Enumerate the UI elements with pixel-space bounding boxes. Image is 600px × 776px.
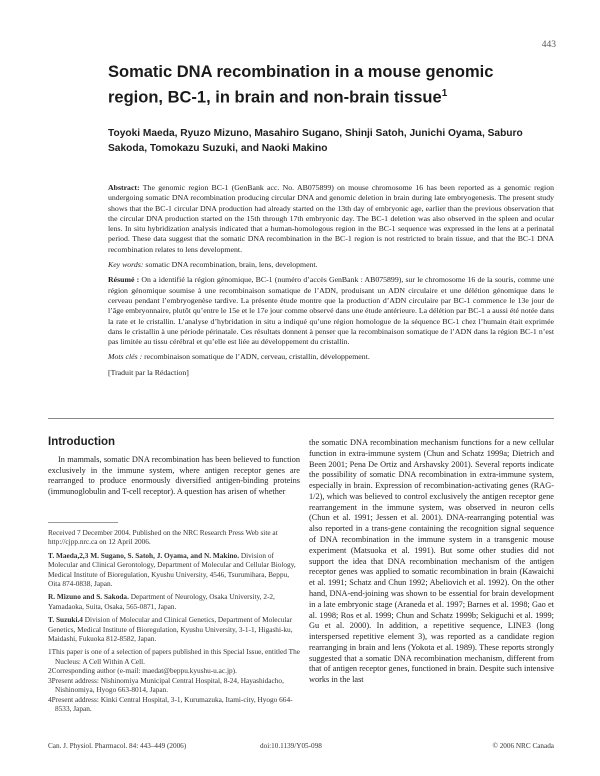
abstract-section: [108, 183, 554, 383]
received-note: Received 7 December 2004. Published on the NRC Research Press Web site at http://cjpp.nrc.ca on 12 April 2006.: [48, 528, 278, 547]
keywords-label: Key words:: [108, 260, 144, 270]
title-text: Somatic DNA recombination in a mouse genomic region, BC-1, in brain and non-brain tissue: [108, 63, 494, 107]
affiliation-2-text: Department of Neurology, Osaka University, 2-2, Yamadaoka, Suita, Osaka, 565-0871, Japan.: [48, 592, 275, 611]
abstract-paragraph: [108, 183, 554, 255]
intro-continuation: the somatic DNA recombination mechanism functions for a new cellular function in extra-immune system (Chun and Schatz 1999a; Dietrich and Been 2001; Pena De Ortiz and Arshavsky 2001). Several reports indicate the possibility of somatic DNA recombination in extra-immune system, especially in brain. Expression of recombination-activating genes (RAG-1/2), which was believed to control exclusively the antigen receptor gene rearrangement in the immune system, was observed in neuron cells (Chun et al. 1991; Jessen et al. 2001). DNA-rearranging potential was also reported in a trans-gene containing the recognition signal sequence of DNA recombination in the immune system in a transgenic mouse experiment (Matsuoka et al. 1991). But some other studies did not support the idea that DNA recombination mechanism of the antigen receptor genes was applied to somatic recombination in brain (Kawaichi et al. 1991; Schatz and Chun 1992; Abeliovich et al. 1992). On the other hand, DNA-end-joining was shown to be essential for brain development in a late embryonic stage (Araneda et al. 1997; Barnes et al. 1998; Gao et al. 1998; Ros et al. 1999; Chun and Schatz 1999b; Sekiguchi et al. 1999; Gu et al. 2000). In addition, a repetitive sequence, LINE3 (long interspersed repetitive element 3), was reported as a candidate region rearranging in brain and lens (Yokota et al. 1989). These reports strongly suggested that a somatic DNA recombination mechanism, different from that of antigen receptor genes, functioned in brain. Despite such intensive works in the last: [309, 438, 554, 685]
resume-label: Résumé :: [108, 275, 140, 285]
mots-cles-text: recombinaison somatique de l’ADN, cerveau, cristallin, développement.: [144, 352, 370, 362]
footnote-4: 4Present address: Kinki Central Hospital, 3-1, Kurumazuka, Itami-city, Hyogo 664-8533, Japan.: [48, 694, 293, 713]
footnotes-box: [48, 520, 300, 713]
doi-link[interactable]: doi:10.1139/Y05-098: [260, 742, 322, 750]
footnote-1: 1This paper is one of a selection of papers published in this Special Issue, entitled The Nucleus: A Cell Within A Cell.: [48, 647, 300, 666]
intro-left-column: [48, 455, 300, 498]
copyright-notice: © 2006 NRC Canada: [492, 742, 554, 750]
introduction-heading: Introduction: [48, 436, 116, 448]
journal-citation: Can. J. Physiol. Pharmacol. 84: 443–449 (2006): [48, 742, 187, 750]
intro-paragraph: In mammals, somatic DNA recombination has been believed to function exclusively in the immune system, where antigen receptor genes are rearranged to produce enormously diversified antigen-binding proteins (immunoglobulin and T-cell receptor). A question has arisen of whether: [48, 455, 300, 497]
title-footnote-mark[interactable]: 1: [441, 88, 448, 99]
affiliation-3-text: Division of Molecular and Clinical Genetics, Department of Molecular Genetics, Medical Institute of Bioregulation, Kyushu University, 3-1-1, Higashi-ku, Maidashi, Fukuoka 812-8582, Japan.: [48, 615, 293, 644]
affiliation-2: [48, 592, 300, 611]
abstract-text: The genomic region BC-1 (GenBank acc. No. AB075899) on mouse chromosome 16 has been reported as a genomic region undergoing somatic DNA recombination producing circular DNA and genomic deletion in brain during late embryogenesis. The present study shows that the BC-1 circular DNA production had already started on the 13th day of embryonic age, earlier than the previous observation that the circular DNA production started on the 15th through 17th embryonic day. The BC-1 deletion was also observed in the spleen and ocular lens. In situ hybridization analysis indicated that a human-homologous region in the BC-1 sequence was expressed in the lens at a perinatal period. These data suggest that the somatic DNA recombination in the BC-1 region is not restricted to brain tissue, and that the BC-1 DNA recombination relates to lens development.: [108, 183, 554, 254]
affiliation-3: [48, 615, 300, 643]
section-divider: [48, 418, 554, 419]
affiliation-1-names: T. Maeda,2,3 M. Sugano, S. Satoh, J. Oyama, and N. Makino.: [48, 550, 240, 560]
footnote-rule: [48, 522, 118, 523]
page-number: 443: [541, 40, 556, 50]
mots-cles-label: Mots clés :: [108, 352, 143, 362]
footnote-3: 3Present address: Nishinomiya Municipal Central Hospital, 8-24, Hayashidacho, Nishinomiya, Hyogo 663-8014, Japan.: [48, 675, 284, 695]
affiliation-2-names: R. Mizuno and S. Sakoda.: [48, 592, 129, 602]
abstract-label: Abstract:: [108, 183, 140, 192]
affiliation-3-names: T. Suzuki.4: [48, 615, 83, 625]
keywords-paragraph: [108, 260, 554, 270]
translation-note: [Traduit par la Rédaction]: [108, 367, 189, 377]
affiliation-1: [48, 551, 300, 589]
author-list: Toyoki Maeda, Ryuzo Mizuno, Masahiro Sugano, Shinji Satoh, Junichi Oyama, Saburo Sakoda, Tomokazu Suzuki, and Naoki Makino: [108, 128, 523, 154]
article-title: [108, 62, 548, 109]
intro-right-column: [309, 438, 554, 686]
affiliation-1-text: Division of Molecular and Clinical Gerontology, Department of Molecular and Cellular Biology, Medical Institute of Bioregulation, Kyushu University, 4546, Tsurumihara, Beppu, Oita 874-0838, Japan.: [48, 550, 296, 589]
resume-paragraph: [108, 275, 554, 347]
mots-cles-paragraph: [108, 352, 554, 362]
keywords-text: somatic DNA recombination, brain, lens, development.: [145, 260, 318, 270]
footnote-2: 2Corresponding author (e-mail: maedat@beppu.kyushu-u.ac.jp).: [48, 666, 237, 676]
resume-text: On a identifié la région génomique, BC-1 (numéro d’accès GenBank : AB075899), sur le chromosome 16 de la souris, comme une région génomique soumise à une recombinaison somatique de l’ADN, produisant un ADN circulaire et une délétion génomique dans le cerveau pendant l’embryogenèse tardive. La présente étude montre que la production d’ADN circulaire par BC-1 commence le 13e jour de l’âge embryonnaire, plutôt qu’entre le 15e et le 17e jour comme observé dans une étude antérieure. La délétion par BC-1 a aussi été notée dans la rate et le cristallin. L’analyse d’hybridation in situ a indiqué qu’une région homologue de la séquence BC-1 chez l’humain était exprimée dans le cristallin à une période périnatale. Ces résultats donnent à penser que la recombinaison somatique de l’ADN dans la région BC-1 n’est pas limitée au tissu cérébral et qu’elle est liée au développement du cristallin.: [108, 275, 555, 347]
